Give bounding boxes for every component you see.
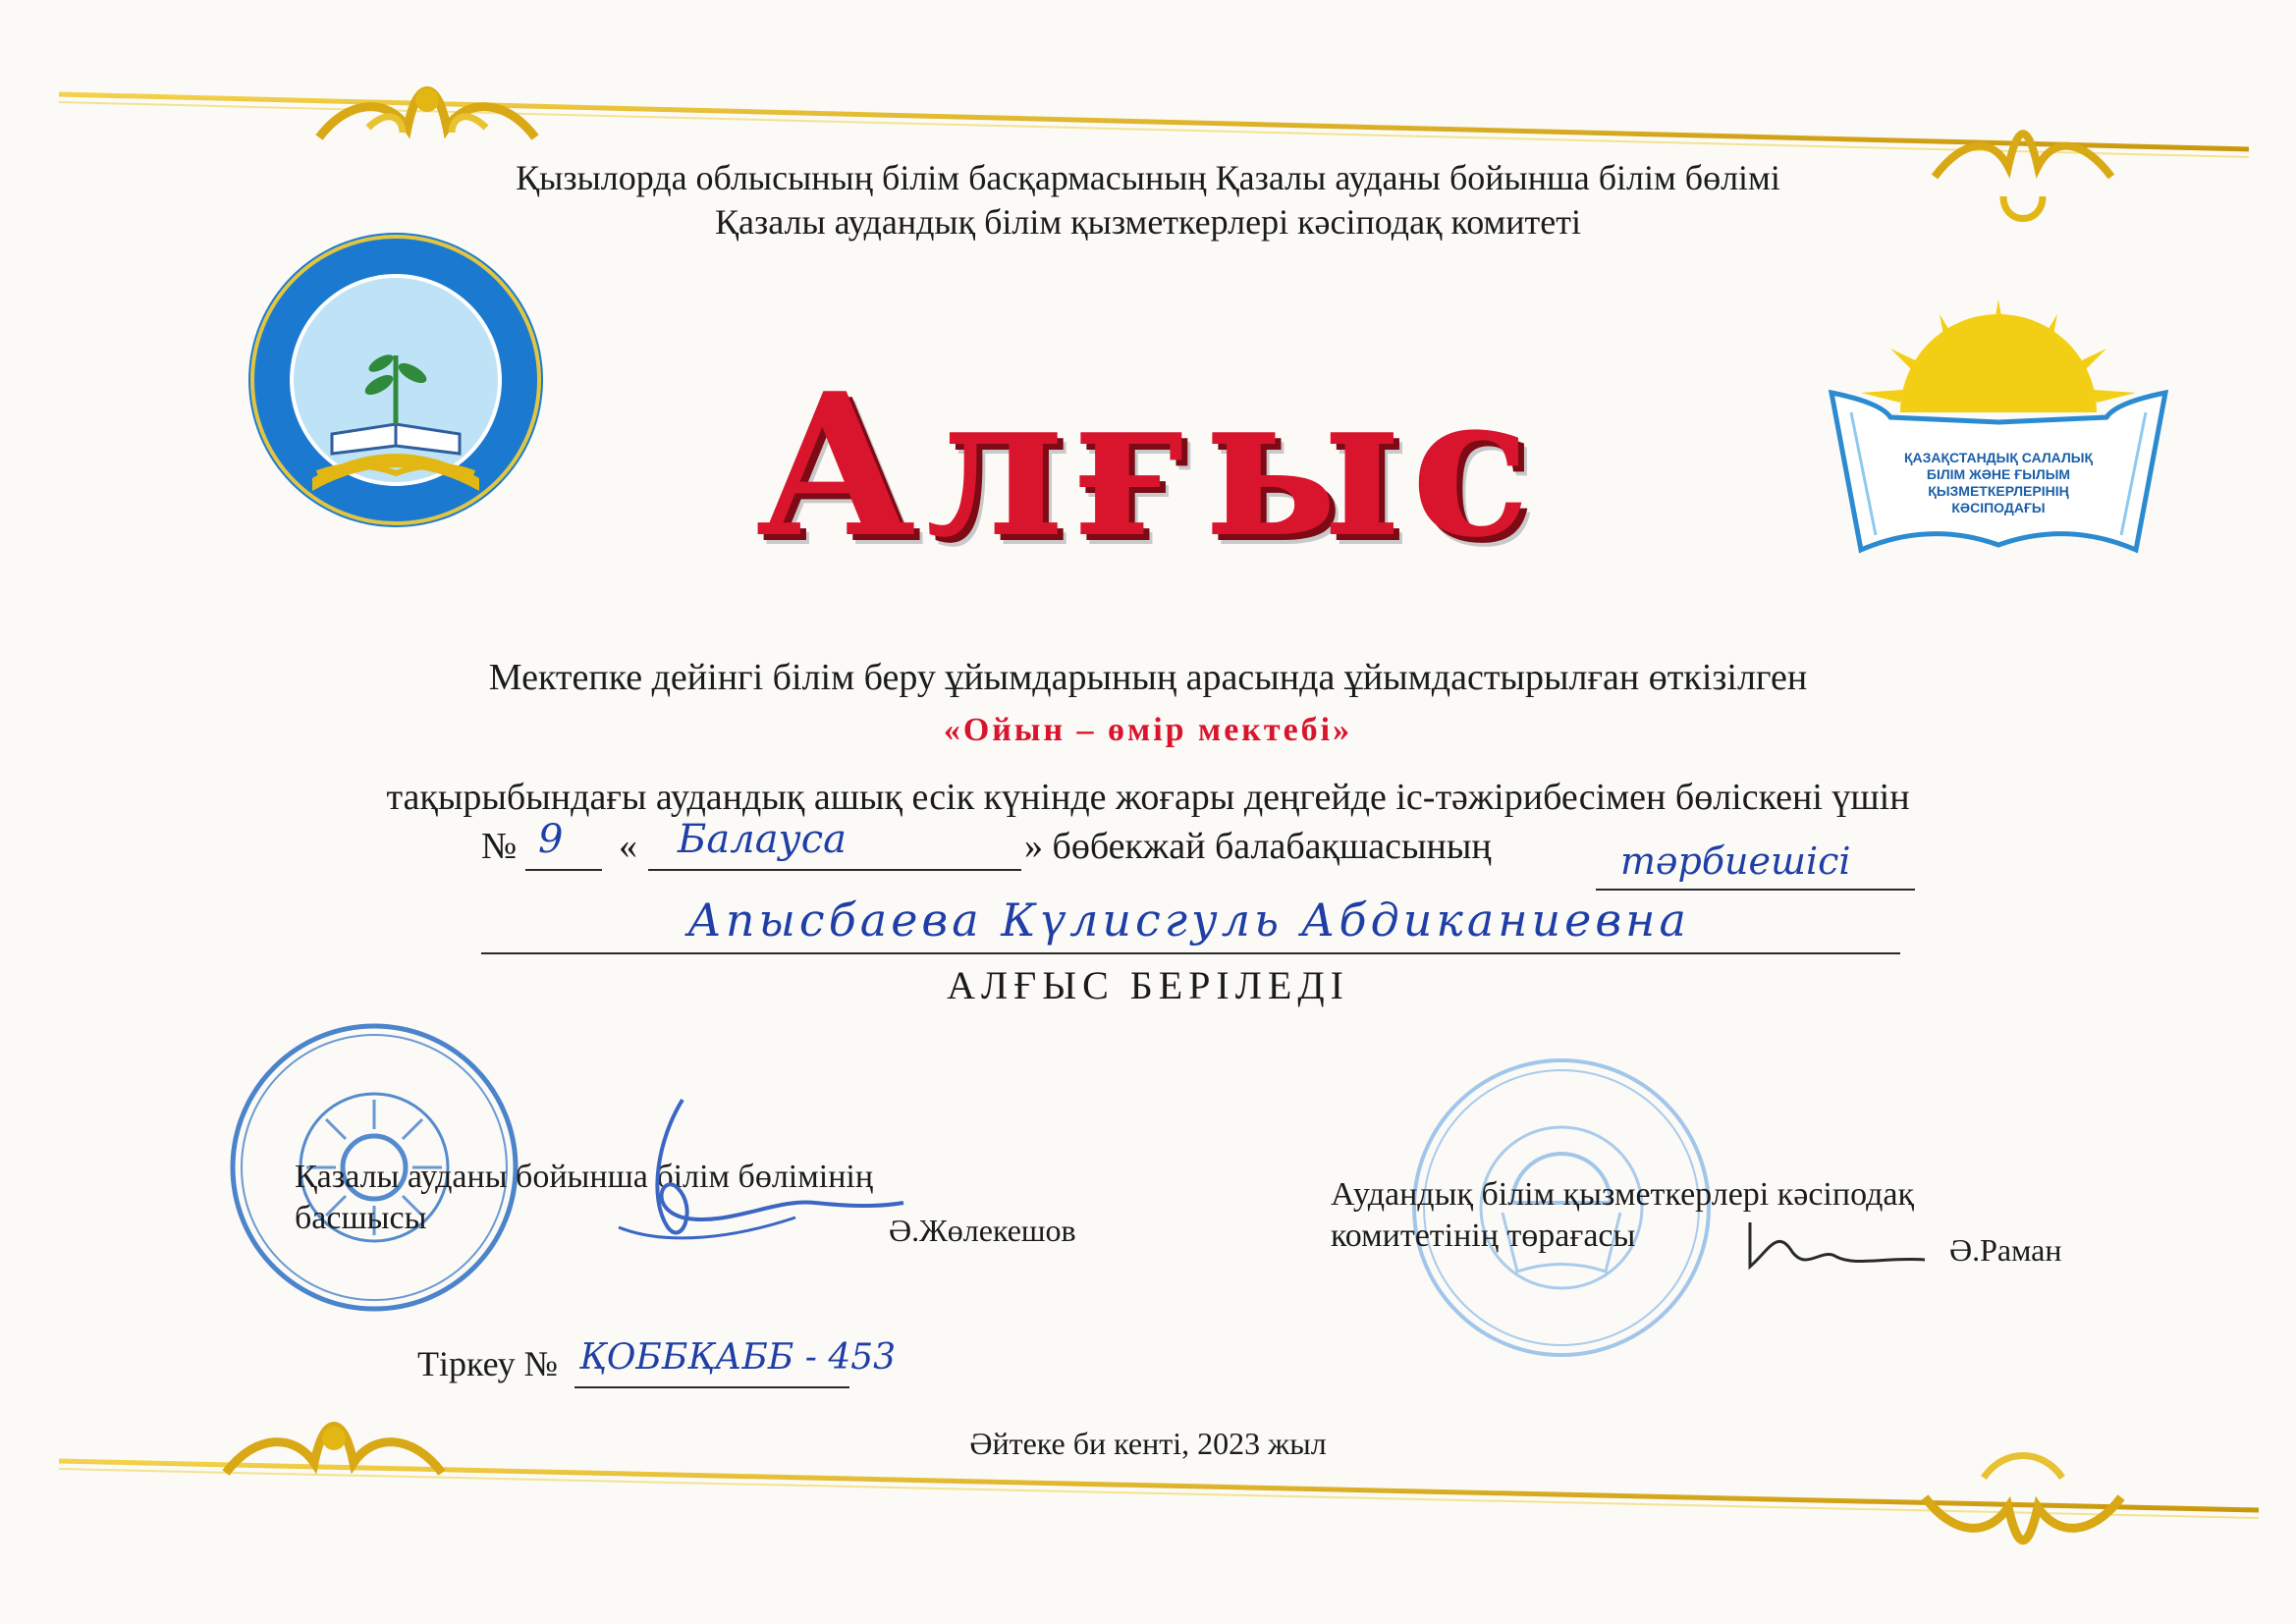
body-line-3: тақырыбындағы аудандық ашық есік күнінде жоғары деңгейде іс-тәжірибесімен бөліскені үшін xyxy=(386,777,1910,818)
certificate-title: Алғыс xyxy=(755,351,1541,581)
quote-open: « xyxy=(619,826,637,867)
body-line-4: » бөбекжай балабақшасының xyxy=(1024,826,1492,867)
recipient-position: тәрбиешісі xyxy=(1620,839,1851,883)
union-logo-line-1: ҚАЗАҚСТАНДЫҚ САЛАЛЫҚ xyxy=(1903,450,2094,465)
right-signature xyxy=(1738,1213,1935,1281)
left-signer-name: Ә.Жөлекешов xyxy=(889,1213,1076,1248)
right-signer-title-2: комитетінің төрағасы xyxy=(1331,1218,1636,1254)
union-logo-line-3: ҚЫЗМЕТКЕРЛЕРІНІҢ xyxy=(1928,483,2069,499)
union-logo-line-4: КӘСІПОДАҒЫ xyxy=(1951,500,2046,515)
kindergarten-name: Балауса xyxy=(678,817,847,862)
group-number: 9 xyxy=(538,817,564,862)
awarded-text: АЛҒЫС БЕРІЛЕДІ xyxy=(947,963,1349,1007)
registration-number: ҚОББҚАББ - 453 xyxy=(579,1337,897,1378)
ornament-bottom-right xyxy=(1925,1456,2121,1541)
header-line-1: Қызылорда облысының білім басқармасының Қазалы ауданы бойынша білім бөлімі xyxy=(516,158,1780,197)
left-signer-title-1: Қазалы ауданы бойынша білім бөлімінің xyxy=(295,1159,874,1195)
recipient-name: Апысбаева Күлисгуль Абдиканиевна xyxy=(687,893,1690,947)
registration-label: Тіркеу № xyxy=(417,1344,559,1383)
left-signature xyxy=(589,1080,913,1257)
left-signer-title-2: басшысы xyxy=(295,1200,427,1236)
number-sign: № xyxy=(481,826,518,867)
body-line-1: Мектепке дейінгі білім беру ұйымдарының арасында ұйымдастырылған өткізілген xyxy=(488,657,1808,698)
ornament-top-center xyxy=(319,88,535,137)
header-line-2: Қазалы аудандық білім қызметкерлері кәсіподақ комитеті xyxy=(714,202,1582,242)
footer-place-year: Әйтеке би кенті, 2023 жыл xyxy=(969,1426,1327,1461)
right-signer-title-1: Аудандық білім қызметкерлері кәсіподақ xyxy=(1331,1176,1915,1213)
event-theme: «Ойын – өмір мектебі» xyxy=(943,712,1353,748)
right-signer-name: Ә.Раман xyxy=(1949,1232,2062,1268)
union-logo-line-2: БІЛІМ ЖӘНЕ ҒЫЛЫМ xyxy=(1926,466,2071,482)
